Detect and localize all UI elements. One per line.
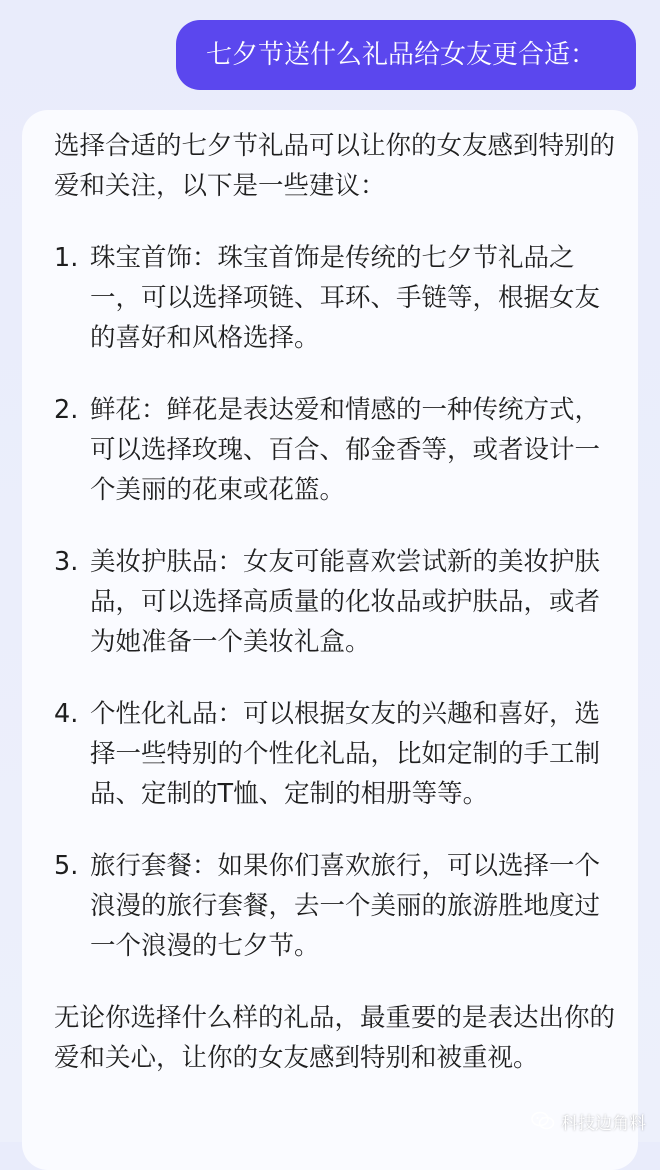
item-text: 珠宝首饰：珠宝首饰是传统的七夕节礼品之一，可以选择项链、耳环、手链等，根据女友的喜好和风格选择。 [90, 243, 601, 353]
item-number: 1. [54, 243, 79, 273]
suggestion-item [54, 238, 624, 358]
user-message-bubble [176, 20, 636, 90]
watermark [531, 1106, 646, 1136]
wechat-icon [531, 1111, 555, 1131]
item-text: 个性化礼品：可以根据女友的兴趣和喜好，选择一些特别的个性化礼品，比如定制的手工制品、定制的T恤、定制的相册等等。 [90, 699, 601, 809]
item-text: 美妆护肤品：女友可能喜欢尝试新的美妆护肤品，可以选择高质量的化妆品或护肤品，或者为她准备一个美妆礼盒。 [90, 547, 601, 657]
suggestion-item [54, 542, 624, 662]
item-number: 2. [54, 395, 79, 425]
suggestion-item [54, 694, 624, 814]
watermark-text: 科技边角料 [561, 1113, 646, 1134]
suggestion-item [54, 390, 624, 510]
item-number: 3. [54, 547, 79, 577]
user-message-text: 七夕节送什么礼品给女友更合适： [206, 40, 597, 70]
ai-response-content [54, 126, 624, 1078]
item-text: 鲜花：鲜花是表达爱和情感的一种传统方式，可以选择玫瑰、百合、郁金香等，或者设计一个美丽的花束或花篮。 [90, 395, 601, 505]
item-text: 旅行套餐：如果你们喜欢旅行，可以选择一个浪漫的旅行套餐，去一个美丽的旅游胜地度过一个浪漫的七夕节。 [90, 851, 601, 961]
item-number: 5. [54, 851, 79, 881]
item-number: 4. [54, 699, 79, 729]
response-intro: 选择合适的七夕节礼品可以让你的女友感到特别的爱和关注，以下是一些建议： [54, 131, 616, 201]
response-closing: 无论你选择什么样的礼品，最重要的是表达出你的爱和关心，让你的女友感到特别和被重视。 [54, 1003, 616, 1073]
suggestion-item [54, 846, 624, 966]
